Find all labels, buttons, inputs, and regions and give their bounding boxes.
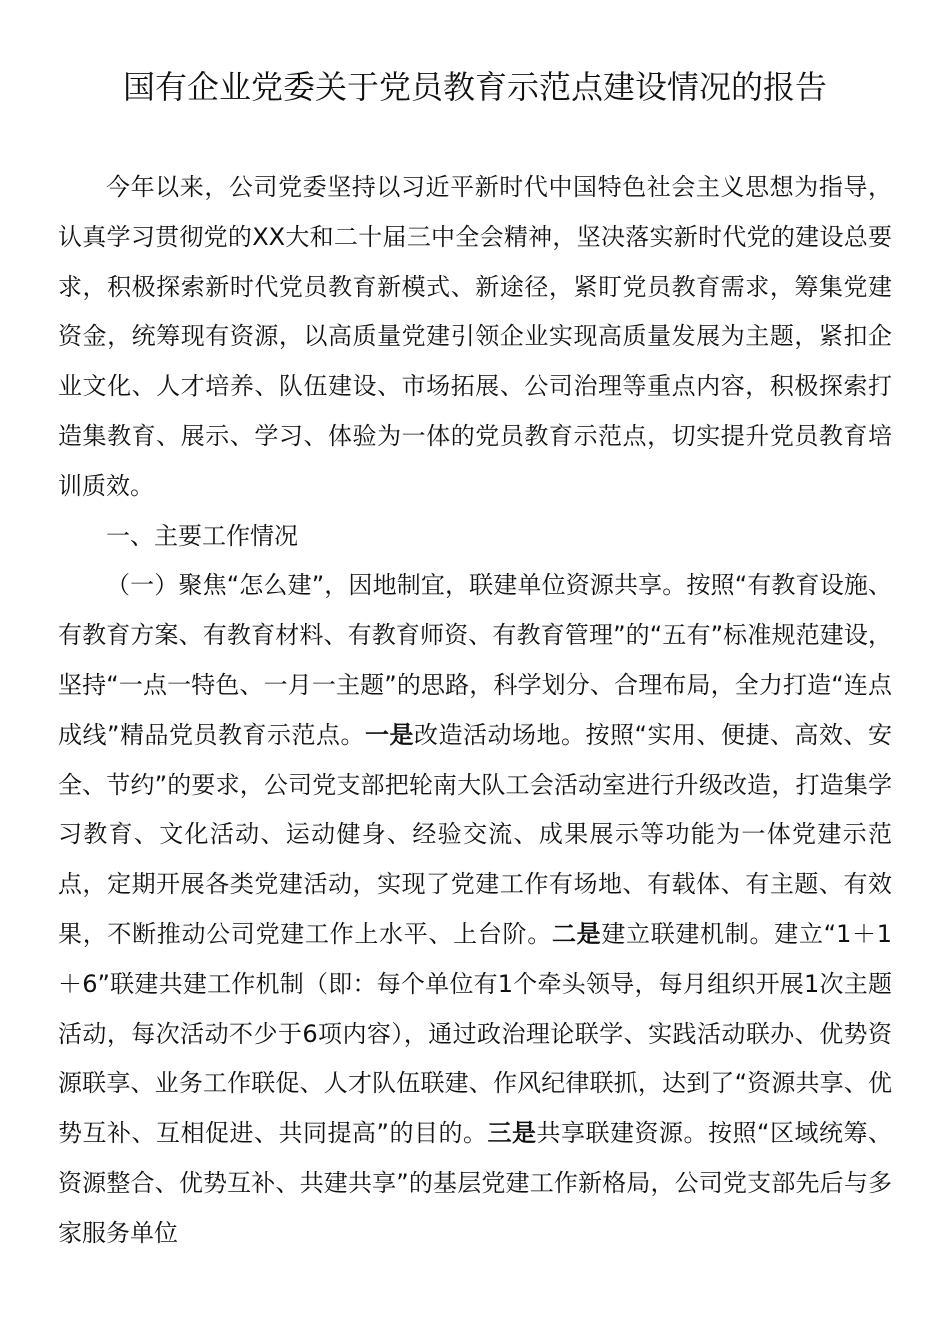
document-body <box>58 163 892 1259</box>
paragraph-lead: （一）聚焦“怎么建”，因地制宜，联建单位资源共享。按照“有教育设施、有教育方案、有教育材料、有教育师资、有教育管理”的“五有”标准规范建设，坚持“一点一特色、一月一主题”的思路，科学划分、合理布局，全力打造“连点成线”精品党员教育示范点。 <box>58 571 892 749</box>
point-1-text: 改造活动场地。按照“实用、便捷、高效、安全、节约”的要求，公司党支部把轮南大队工会活动室进行升级改造，打造集学习教育、文化活动、运动健身、经验交流、成果展示等功能为一体党建示范点，定期开展各类党建活动，实现了党建工作有场地、有载体、有主题、有效果，不断推动公司党建工作上水平、上台阶。 <box>58 720 893 948</box>
section-1-paragraph <box>58 561 892 1258</box>
bold-marker-3: 三是 <box>487 1119 537 1148</box>
bold-marker-1: 一是 <box>364 720 414 749</box>
point-2-text: 建立联建机制。建立“1＋1＋6”联建共建工作机制（即：每个单位有1个牵头领导，每月组织开展1次主题活动，每次活动不少于6项内容），通过政治理论联学、实践活动联办、优势资源联享、业务工作联促、人才队伍联建、作风纪律联抓，达到了“资源共享、优势互补、互相促进、共同提高”的目的。 <box>58 919 893 1148</box>
intro-paragraph: 今年以来，公司党委坚持以习近平新时代中国特色社会主义思想为指导，认真学习贯彻党的XX大和二十届三中全会精神，坚决落实新时代党的建设总要求，积极探索新时代党员教育新模式、新途径，紧盯党员教育需求，筹集党建资金，统筹现有资源，以高质量党建引领企业实现高质量发展为主题，紧扣企业文化、人才培养、队伍建设、市场拓展、公司治理等重点内容，积极探索打造集教育、展示、学习、体验为一体的党员教育示范点，切实提升党员教育培训质效。 <box>58 173 892 500</box>
section-heading: 一、主要工作情况 <box>106 521 298 550</box>
bold-marker-2: 二是 <box>551 919 602 948</box>
document-title: 国有企业党委关于党员教育示范点建设情况的报告 <box>122 68 827 106</box>
point-3-text: 共享联建资源。按照“区域统筹、资源整合、优势互补、共建共享”的基层党建工作新格局，公司党支部先后与多家服务单位 <box>58 1119 892 1247</box>
